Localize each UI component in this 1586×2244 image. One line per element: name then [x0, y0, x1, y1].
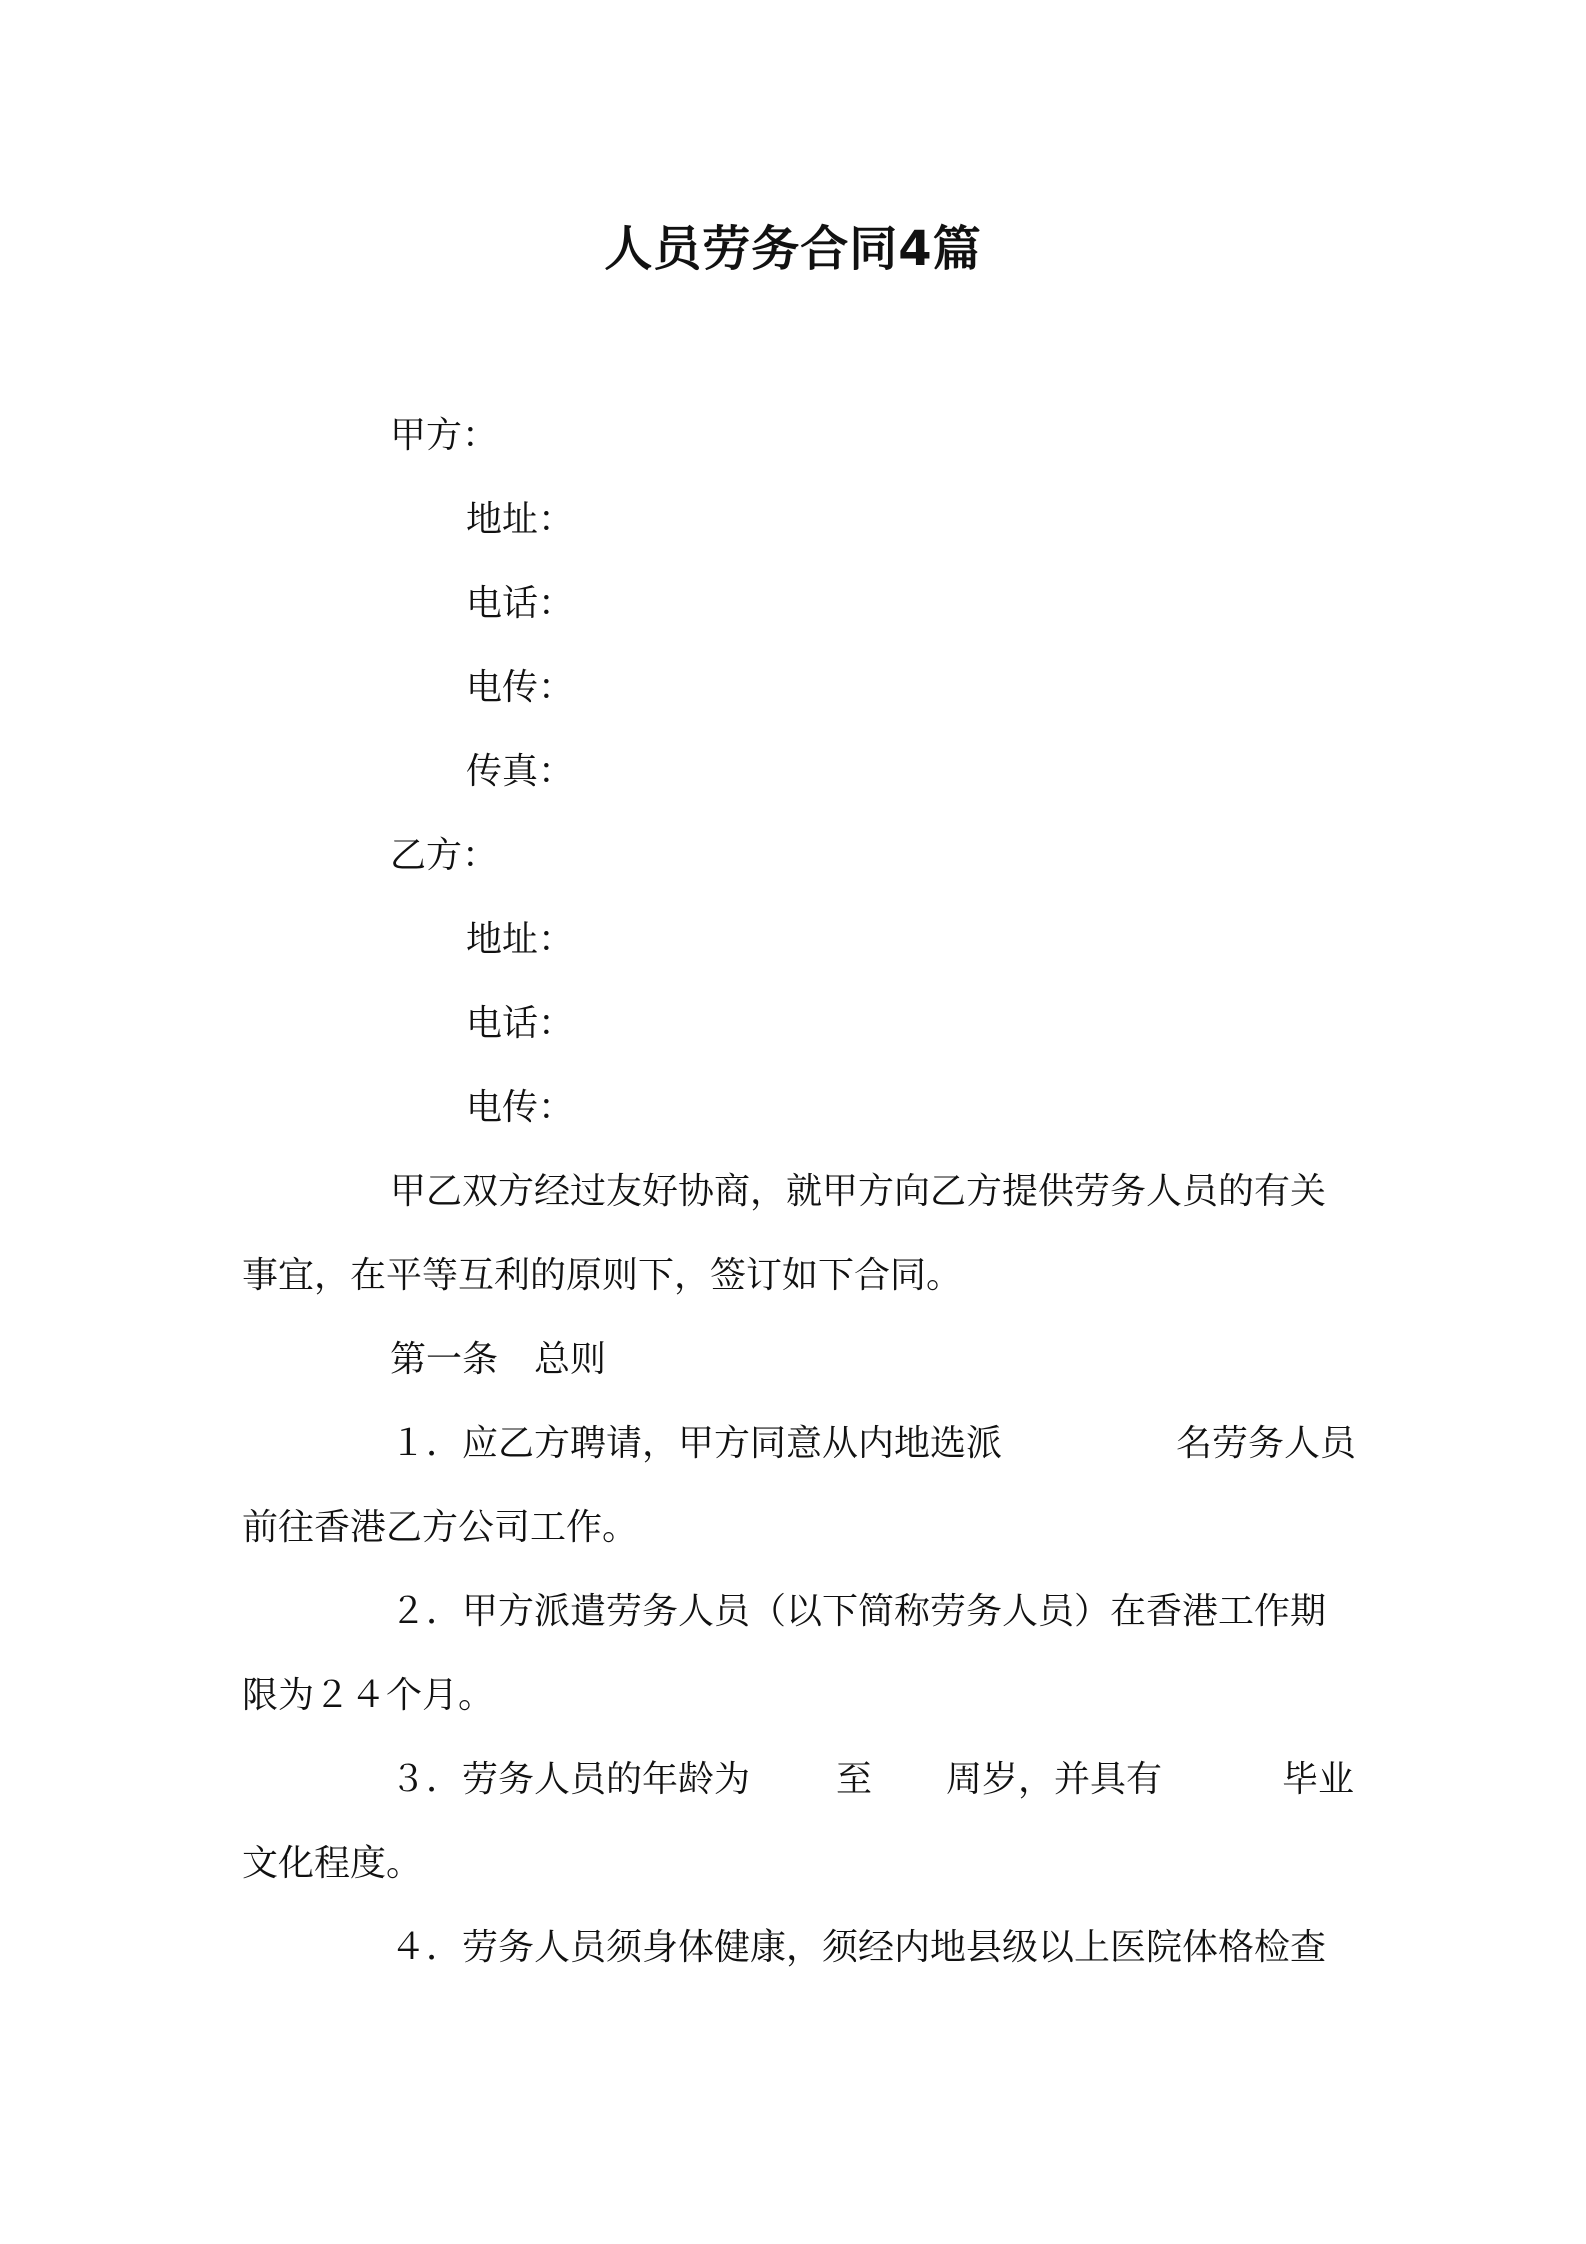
article-1-heading: 第一条 总则 — [390, 1339, 607, 1380]
party-b-phone: 电话： — [466, 1003, 575, 1044]
article-1-item-2-line-2: 限为２４个月。 — [242, 1675, 495, 1716]
article-1-item-4-line-1: ４．劳务人员须身体健康，须经内地县级以上医院体格检查 — [390, 1927, 1327, 1968]
party-a-telex: 电传： — [466, 667, 575, 708]
party-a-fax: 传真： — [466, 751, 575, 792]
document-title: 人员劳务合同4篇 — [604, 221, 982, 277]
party-b-address: 地址： — [466, 919, 575, 960]
item-3-text-b: 至 — [836, 1759, 873, 1800]
party-a-label: 甲方： — [390, 415, 499, 456]
article-1-item-1-line-1 — [390, 1422, 1356, 1466]
item-1-text-b: 名劳务人员 — [1175, 1423, 1356, 1464]
item-1-text-a: １．应乙方聘请，甲方同意从内地选派 — [390, 1423, 1003, 1464]
party-a-phone: 电话： — [466, 583, 575, 624]
article-1-item-3-line-2: 文化程度。 — [242, 1843, 423, 1884]
article-1-item-2-line-1: ２．甲方派遣劳务人员（以下简称劳务人员）在香港工作期 — [390, 1591, 1327, 1632]
article-1-item-1-line-2: 前往香港乙方公司工作。 — [242, 1507, 639, 1548]
intro-line-1: 甲乙双方经过友好协商，就甲方向乙方提供劳务人员的有关 — [390, 1171, 1327, 1212]
party-b-label: 乙方： — [390, 835, 499, 876]
intro-line-2: 事宜，在平等互利的原则下，签订如下合同。 — [242, 1255, 963, 1296]
item-3-text-d: 毕业 — [1282, 1759, 1355, 1800]
item-3-text-c: 周岁，并具有 — [946, 1759, 1163, 1800]
party-a-address: 地址： — [466, 499, 575, 540]
party-b-telex: 电传： — [466, 1087, 575, 1128]
item-3-text-a: ３．劳务人员的年龄为 — [390, 1759, 751, 1800]
